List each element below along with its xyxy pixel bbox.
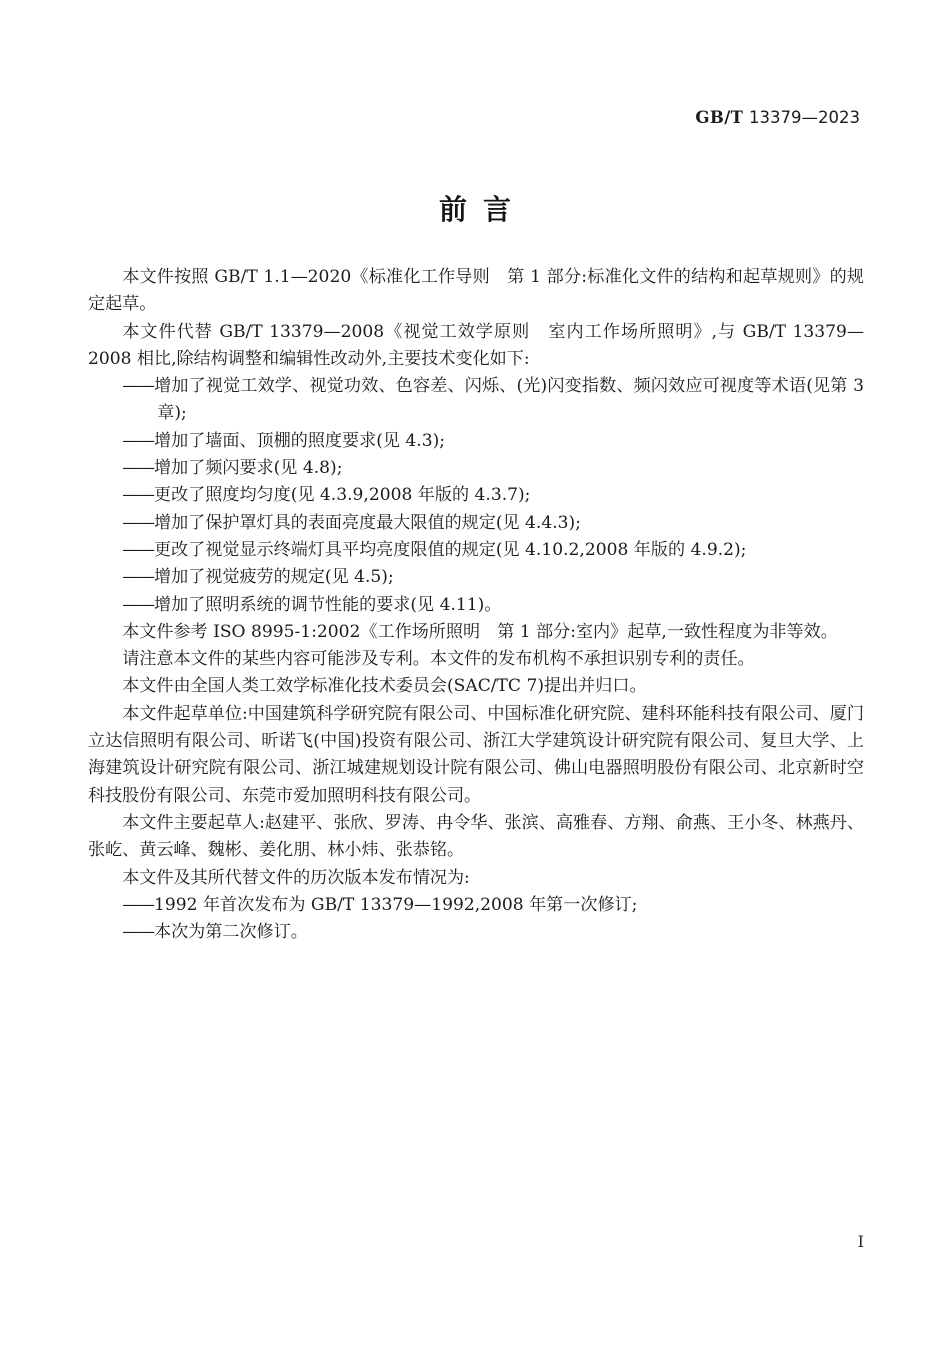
revision-history-text: 1992 年首次发布为 GB/T 13379—1992,2008 年第一次修订;	[153, 894, 638, 915]
change-item	[88, 373, 864, 428]
foreword-paragraph-5: 本文件由全国人类工效学标准化技术委员会(SAC/TC 7)提出并归口。	[122, 676, 647, 697]
dash-marker-icon: ——	[122, 894, 154, 915]
foreword-body	[88, 264, 864, 946]
dash-marker-icon: ——	[122, 594, 154, 615]
revision-history-intro: 本文件及其所代替文件的历次版本发布情况为:	[122, 867, 470, 888]
dash-marker-icon: ——	[122, 922, 154, 943]
change-item	[88, 592, 864, 619]
change-item-text: 增加了保护罩灯具的表面亮度最大限值的规定(见 4.4.3);	[153, 512, 581, 533]
page-title: 前言	[438, 193, 527, 226]
change-item-text: 更改了照度均匀度(见 4.3.9,2008 年版的 4.3.7);	[153, 485, 531, 506]
change-item-text: 增加了照明系统的调节性能的要求(见 4.11)。	[153, 594, 502, 615]
dash-marker-icon: ——	[122, 512, 154, 533]
foreword-paragraph-2: 本文件代替 GB/T 13379—2008《视觉工效学原则 室内工作场所照明》,与 GB/T 13379—2008 相比,除结构调整和编辑性改动外,主要技术变化如下:	[88, 321, 864, 369]
drafters-paragraph: 本文件主要起草人:赵建平、张欣、罗涛、冉令华、张滨、高雅春、方翔、俞燕、王小冬、林燕丹、张屹、黄云峰、魏彬、姜化朋、林小炜、张恭铭。	[88, 812, 864, 861]
dash-marker-icon: ——	[122, 430, 154, 451]
change-item-text: 增加了频闪要求(见 4.8);	[153, 458, 343, 479]
change-item-text: 更改了视觉显示终端灯具平均亮度限值的规定(见 4.10.2,2008 年版的 4.9.2);	[153, 539, 747, 560]
change-item	[88, 537, 864, 564]
change-item	[88, 455, 864, 482]
foreword-paragraph-1: 本文件按照 GB/T 1.1—2020《标准化工作导则 第 1 部分:标准化文件的结构和起草规则》的规定起草。	[88, 267, 864, 315]
change-item	[88, 428, 864, 455]
revision-history-item	[88, 919, 864, 946]
change-item-text: 增加了视觉疲劳的规定(见 4.5);	[153, 567, 394, 588]
dash-marker-icon: ——	[122, 539, 154, 560]
revision-history-item	[88, 892, 864, 919]
revision-history-text: 本次为第二次修订。	[153, 922, 308, 943]
change-item	[88, 564, 864, 591]
drafting-organizations-paragraph: 本文件起草单位:中国建筑科学研究院有限公司、中国标准化研究院、建科环能科技有限公司、厦门立达信照明有限公司、昕诺飞(中国)投资有限公司、浙江大学建筑设计研究院有限公司、复旦大学、上海建筑设计研究院有限公司、浙江城建规划设计院有限公司、佛山电器照明股份有限公司、北京新时空科技股份有限公司、东莞市爱加照明科技有限公司。	[88, 703, 864, 806]
page-number: I	[857, 1232, 864, 1251]
dash-marker-icon: ——	[122, 458, 154, 479]
foreword-paragraph-4: 请注意本文件的某些内容可能涉及专利。本文件的发布机构不承担识别专利的责任。	[122, 649, 755, 670]
dash-marker-icon: ——	[122, 485, 154, 506]
change-item-text: 增加了墙面、顶棚的照度要求(见 4.3);	[153, 430, 446, 451]
standard-number: 13379—2023	[749, 108, 860, 127]
dash-marker-icon: ——	[122, 376, 154, 397]
standard-code: GB/T	[695, 108, 744, 127]
change-item	[88, 482, 864, 509]
foreword-paragraph-3: 本文件参考 ISO 8995-1:2002《工作场所照明 第 1 部分:室内》起草,一致性程度为非等效。	[122, 621, 838, 642]
change-item	[88, 510, 864, 537]
running-header	[90, 108, 860, 134]
change-item-text: 增加了视觉工效学、视觉功效、色容差、闪烁、(光)闪变指数、频闪效应可视度等术语(见第 3 章);	[153, 376, 864, 424]
dash-marker-icon: ——	[122, 567, 154, 588]
